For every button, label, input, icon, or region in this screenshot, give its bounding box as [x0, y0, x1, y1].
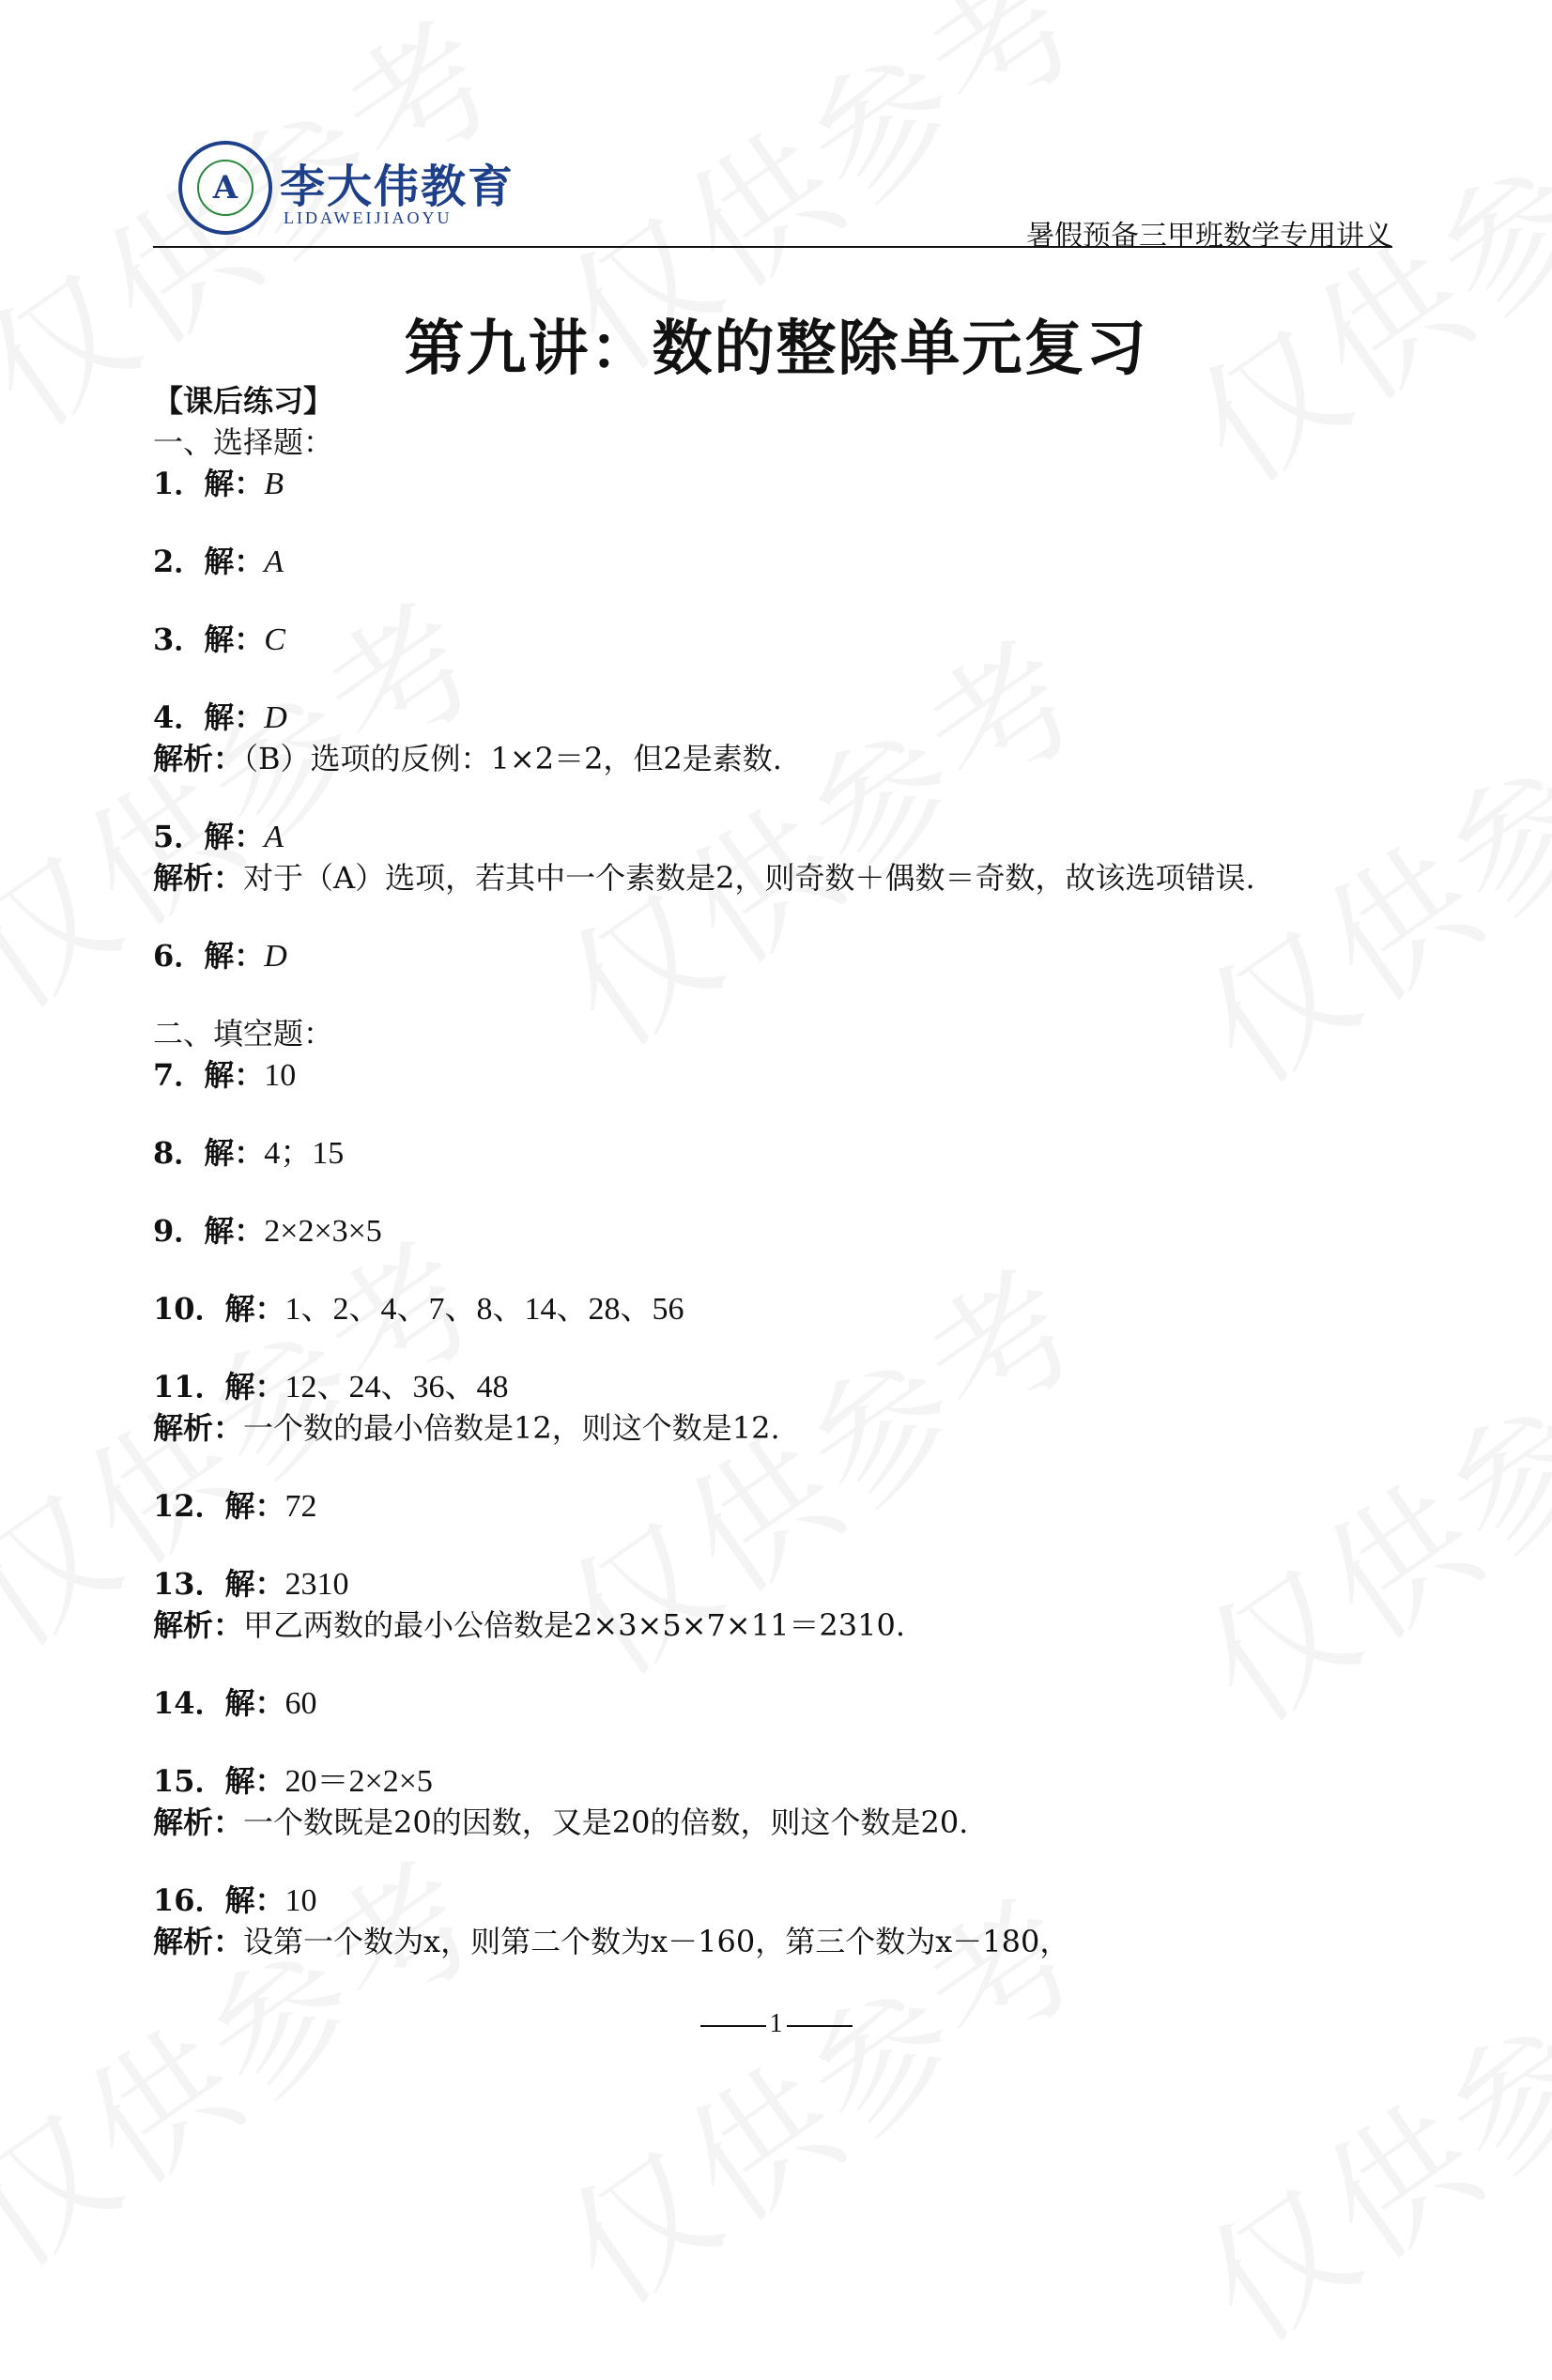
item-explanation	[153, 857, 1402, 898]
item-answer: B	[264, 467, 284, 501]
explanation-text: 甲乙两数的最小公倍数是2×3×5×7×11＝2310.	[243, 1607, 906, 1643]
item-answer: 10	[264, 1058, 297, 1093]
item-explanation	[153, 738, 1402, 779]
explanation-label: 解析：	[153, 1804, 244, 1840]
item-number: 7．解：	[153, 1057, 265, 1093]
item-answer: 60	[284, 1686, 317, 1721]
explanation-label: 解析：	[153, 1607, 244, 1643]
item-number: 8．解：	[153, 1135, 265, 1171]
item-answer: A	[264, 545, 284, 579]
answer-item	[153, 697, 1402, 738]
header-course-title: 暑假预备三甲班数学专用讲义	[1026, 220, 1392, 253]
answer-item	[153, 463, 1402, 504]
item-answer: 1、2、4、7、8、14、28、56	[284, 1292, 684, 1327]
item-explanation	[153, 1802, 1402, 1843]
explanation-text: 对于（A）选项，若其中一个素数是2，则奇数＋偶数＝奇数，故该选项错误.	[243, 860, 1255, 896]
explanation-label: 解析：	[153, 860, 244, 896]
explanation-label: 解析：	[153, 1410, 244, 1446]
item-answer: 4；15	[264, 1136, 345, 1171]
part2-heading: 二、填空题：	[153, 1016, 334, 1052]
item-number: 11．解：	[153, 1369, 285, 1405]
item-answer: A	[264, 820, 284, 854]
item-number: 5．解：	[153, 819, 265, 854]
item-number: 10．解：	[153, 1291, 285, 1327]
brand-logo	[178, 141, 516, 244]
answer-item	[153, 1760, 1402, 1802]
item-explanation	[153, 1407, 1402, 1449]
answer-item	[153, 1132, 1402, 1174]
section-tag: 【课后练习】	[153, 383, 334, 419]
answer-item	[153, 541, 1402, 582]
footer-rule-left	[700, 2025, 766, 2027]
logo-english-name: LIDAWEIJIAOYU	[284, 208, 453, 227]
answer-item	[153, 1288, 1402, 1329]
item-answer: 72	[284, 1489, 317, 1524]
item-answer: D	[264, 939, 287, 974]
answer-item	[153, 1210, 1402, 1251]
answer-item	[153, 1485, 1402, 1527]
item-explanation	[153, 1605, 1402, 1646]
item-number: 13．解：	[153, 1566, 285, 1602]
answer-item	[153, 1682, 1402, 1724]
answer-sheet	[153, 380, 1402, 1962]
answer-item	[153, 1880, 1402, 1921]
item-number: 16．解：	[153, 1882, 285, 1918]
logo-emblem-letter: A	[197, 160, 254, 216]
item-number: 1．解：	[153, 466, 265, 501]
page-number: 1	[769, 2009, 783, 2038]
answer-item	[153, 816, 1402, 857]
item-answer: 2×2×3×5	[264, 1214, 382, 1249]
answer-item	[153, 1563, 1402, 1605]
answer-item	[153, 935, 1402, 976]
item-explanation	[153, 1921, 1402, 1962]
explanation-text: 一个数既是20的因数，又是20的倍数，则这个数是20.	[243, 1804, 969, 1840]
explanation-label: 解析：	[153, 1924, 244, 1959]
item-answer: 12、24、36、48	[284, 1370, 509, 1405]
logo-chinese-name: 李大伟教育	[280, 161, 515, 213]
answer-item	[153, 619, 1402, 660]
explanation-text: （B）选项的反例：1×2＝2，但2是素数.	[243, 741, 782, 776]
page-title: 第九讲：数的整除单元复习	[404, 315, 1148, 384]
item-number: 2．解：	[153, 544, 265, 579]
item-number: 3．解：	[153, 622, 265, 657]
explanation-text: 设第一个数为x，则第二个数为x－160，第三个数为x－180，	[243, 1924, 1070, 1959]
item-answer: 10	[284, 1883, 317, 1918]
logo-emblem	[178, 141, 272, 235]
explanation-text: 一个数的最小倍数是12，则这个数是12.	[243, 1410, 780, 1446]
explanation-label: 解析：	[153, 741, 244, 776]
item-answer: 2310	[284, 1567, 349, 1602]
item-number: 14．解：	[153, 1685, 285, 1721]
item-number: 6．解：	[153, 938, 265, 974]
item-number: 9．解：	[153, 1213, 265, 1249]
item-number: 12．解：	[153, 1488, 285, 1524]
item-number: 4．解：	[153, 699, 265, 735]
item-answer: 20＝2×2×5	[284, 1764, 433, 1799]
header-divider	[153, 246, 1392, 248]
part1-heading: 一、选择题：	[153, 424, 334, 460]
item-number: 15．解：	[153, 1763, 285, 1799]
footer-rule-right	[787, 2025, 853, 2027]
page-footer	[0, 2009, 1552, 2039]
answer-item	[153, 1366, 1402, 1407]
answer-item	[153, 1054, 1402, 1096]
item-answer: D	[264, 700, 287, 735]
item-answer: C	[264, 622, 285, 657]
